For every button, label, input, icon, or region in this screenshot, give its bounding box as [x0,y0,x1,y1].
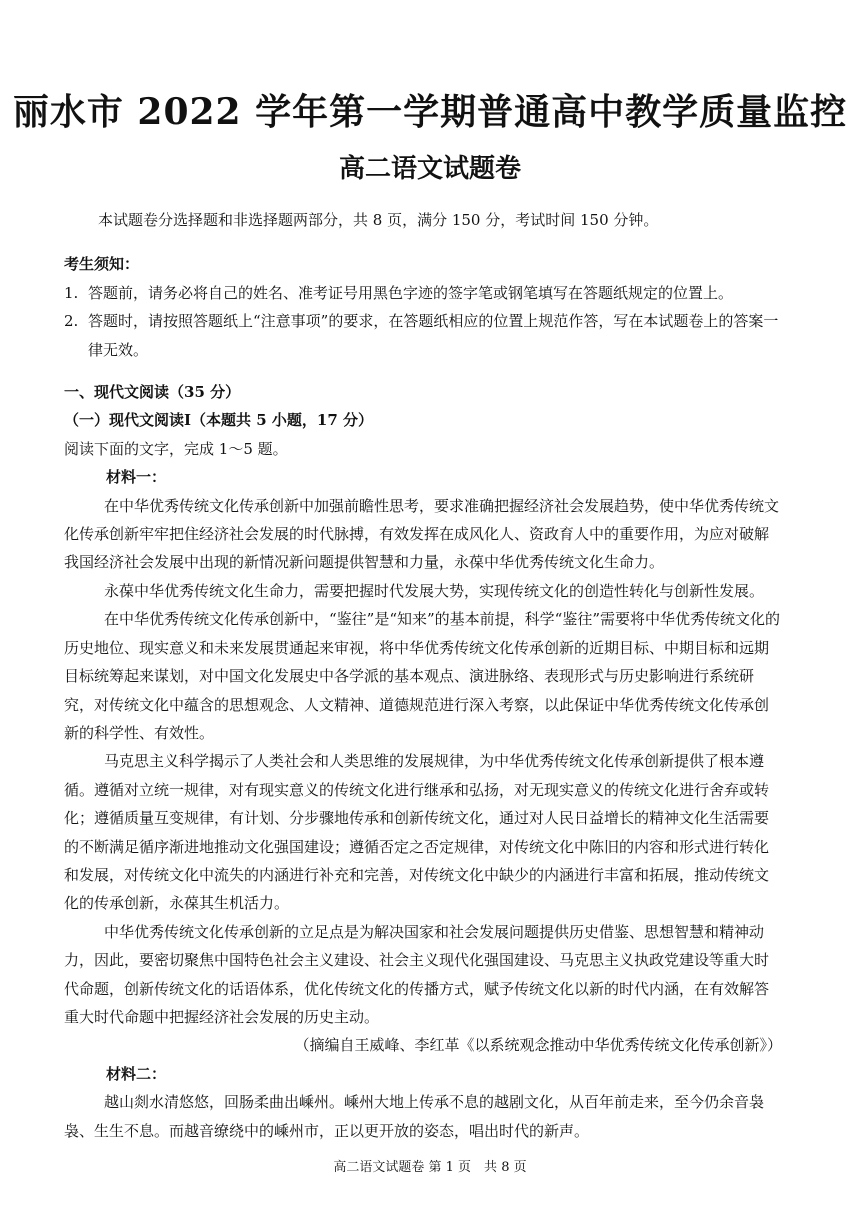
reading-instruction: 阅读下面的文字，完成 1～5 题。 [64,439,288,458]
paragraph: 越山剡水清悠悠，回肠柔曲出嵊州。嵊州大地上传承不息的越剧文化，从百年前走来，至今仍余音袅袅、生生不息。而越音缭绕中的嵊州市，正以更开放的姿态，唱出时代的新声。 [64,1093,765,1140]
paragraph: 在中华优秀传统文化传承创新中，“鉴往”是“知来”的基本前提，科学“鉴往”需要将中华优秀传统文化的历史地位、现实意义和未来发展贯通起来审视，将中华优秀传统文化传承创新的近期目标、中期目标和远期目标统筹起来谋划，对中国文化发展史中各学派的基本观点、演进脉络、表现形式与历史影响进行系统研究，对传统文化中蕴含的思想观念、人文精神、道德规范进行深入考察，以此保证中华优秀传统文化传承创新的科学性、有效性。 [64,610,781,742]
note-item [64,279,782,307]
paragraph: 在中华优秀传统文化传承创新中加强前瞻性思考，要求准确把握经济社会发展趋势，使中华优秀传统文化传承创新牢牢把住经济社会发展的时代脉搏，有效发挥在成风化人、资政育人中的重要作用，为应对破解我国经济社会发展中出现的新情况新问题提供智慧和力量，永葆中华优秀传统文化生命力。 [64,496,780,572]
note-item [64,307,782,364]
note-text: 答题前，请务必将自己的姓名、准考证号用黑色字迹的签字笔或钢笔填写在答题纸规定的位置上。 [88,283,734,302]
note-text: 答题时，请按照答题纸上“注意事项”的要求，在答题纸相应的位置上规范作答，写在本试题卷上的答案一律无效。 [88,312,779,359]
exam-intro: 本试题卷分选择题和非选择题两部分，共 8 页，满分 150 分，考试时间 150 分钟。 [98,211,659,229]
page-footer: 高二语文试题卷 第 1 页 共 8 页 [333,1160,527,1175]
page-content [64,206,782,1145]
source-citation: （摘编自王威峰、李红革《以系统观念推动中华优秀传统文化传承创新》） [294,1036,782,1055]
paragraph: 中华优秀传统文化传承创新的立足点是为解决国家和社会发展问题提供历史借鉴、思想智慧和精神动力，因此，要密切聚焦中国特色社会主义建设、社会主义现代化强国建设、马克思主义执政党建设等重大时代命题，创新传统文化的话语体系，优化传统文化的传播方式，赋予传统文化以新的时代内涵，在有效解答重大时代命题中把握经济社会发展的历史主动。 [64,922,770,1026]
subsection-heading: （一）现代文阅读Ⅰ（本题共 5 小题，17 分） [64,411,373,430]
note-number: 2. [64,312,79,331]
material-label: 材料一： [106,468,167,487]
page-title: 丽水市 2022 学年第一学期普通高中教学质量监控 [12,91,848,133]
page-subtitle: 高二语文试题卷 [338,154,521,184]
paragraph: 永葆中华优秀传统文化生命力，需要把握时代发展大势，实现传统文化的创造性转化与创新性发展。 [104,581,765,600]
section-heading: 一、现代文阅读（35 分） [64,383,241,402]
paragraph: 马克思主义科学揭示了人类社会和人类思维的发展规律，为中华优秀传统文化传承创新提供了根本遵循。遵循对立统一规律，对有现实意义的传统文化进行继承和弘扬，对无现实意义的传统文化进行舍弃或转化；遵循质量互变规律，有计划、分步骤地传承和创新传统文化，通过对人民日益增长的精神文化生活需要的不断满足循序渐进地推动文化强国建设；遵循否定之否定规律，对传统文化中陈旧的内容和形式进行转化和发展，对传统文化中流失的内涵进行补充和完善，对传统文化中缺少的内涵进行丰富和拓展，推动传统文化的传承创新，永葆其生机活力。 [64,752,770,913]
note-number: 1. [64,283,79,302]
material-label: 材料二： [106,1064,167,1083]
notes-heading: 考生须知： [64,255,140,274]
